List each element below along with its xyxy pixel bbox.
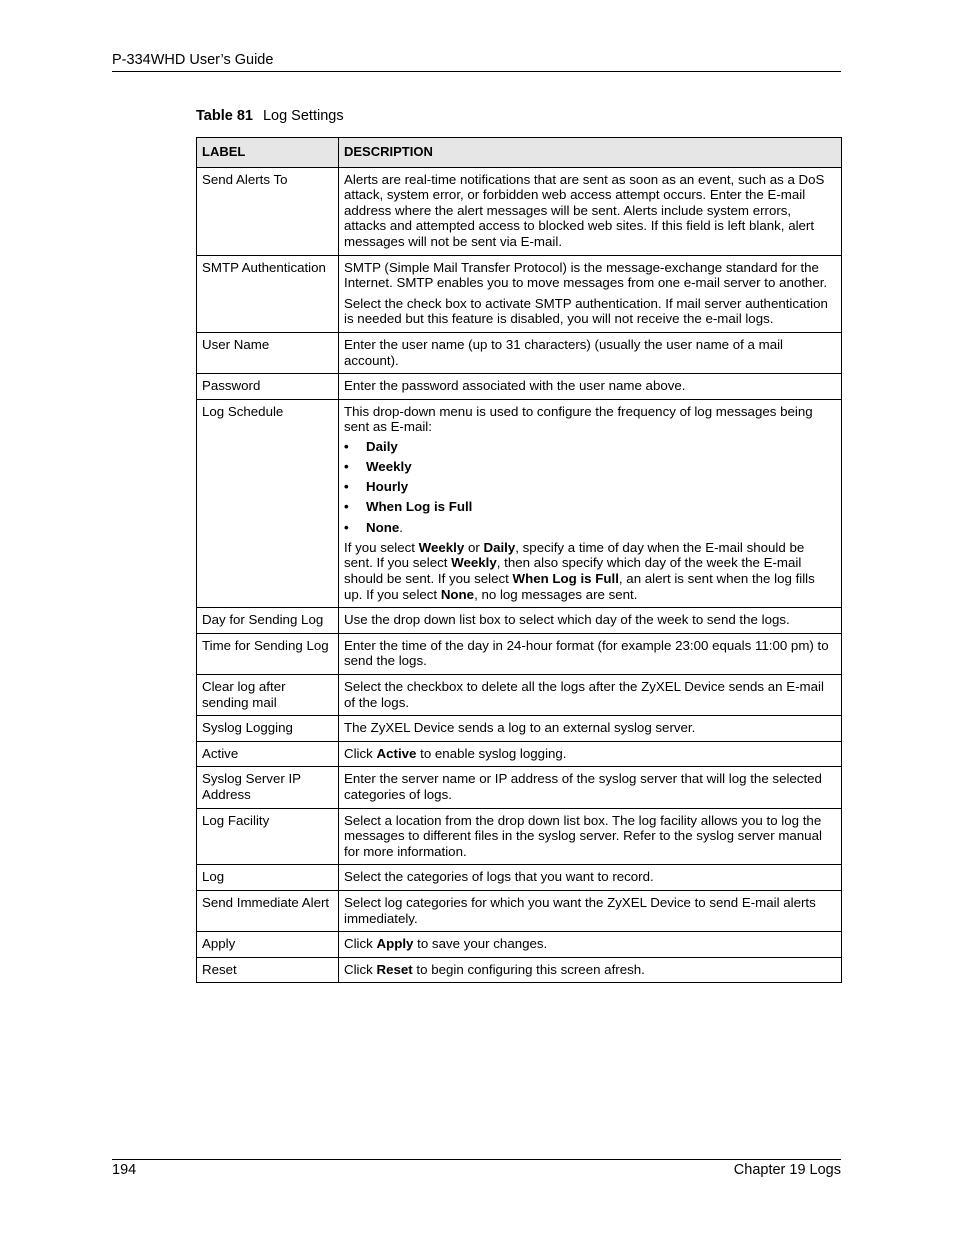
text-run: or [464, 539, 484, 555]
table-number: Table 81 [196, 108, 253, 124]
description-text [344, 746, 836, 762]
description-text: Enter the user name (up to 31 characters) (usually the user name of a mail account). [344, 336, 784, 368]
table-row [197, 890, 842, 931]
page-number: 194 [112, 1162, 137, 1178]
text-run: to enable syslog logging. [416, 745, 567, 761]
column-header-label: LABEL [197, 138, 339, 168]
option-text: None [366, 519, 400, 535]
row-description [339, 374, 842, 400]
text-run: , no log messages are sent. [474, 586, 638, 602]
option-text: Weekly [366, 459, 412, 475]
running-header-title: P-334WHD User’s Guide [112, 52, 274, 68]
description-text: This drop-down menu is used to configure the frequency of log messages being sent as E-mail: [344, 403, 813, 435]
bold-term: Weekly [451, 555, 497, 571]
text-run: , an alert is sent when the log fills up. If you select [344, 571, 815, 602]
bold-term: Reset [376, 961, 413, 977]
description-text [344, 962, 836, 978]
row-description [339, 167, 842, 255]
row-label: Send Immediate Alert [197, 890, 339, 931]
bullet: • [344, 519, 349, 535]
table-row [197, 932, 842, 958]
table-row [197, 399, 842, 608]
option-text: Hourly [366, 479, 409, 495]
table-row [197, 608, 842, 634]
row-description [339, 890, 842, 931]
text-run: , then also specify which day of the week the E-mail should be sent. If you select [344, 555, 802, 587]
row-label: Syslog Logging [197, 716, 339, 742]
description-text: Select the categories of logs that you want to record. [344, 869, 654, 885]
row-label: Apply [197, 932, 339, 958]
table-header-row [197, 138, 842, 168]
log-settings-table [196, 137, 842, 983]
row-label: Day for Sending Log [197, 608, 339, 634]
row-description [339, 957, 842, 983]
chapter-title: Chapter 19 Logs [733, 1162, 841, 1178]
table-row [197, 957, 842, 983]
table-row [197, 741, 842, 767]
table-row [197, 332, 842, 373]
row-description [339, 633, 842, 674]
row-description [339, 332, 842, 373]
bold-term: None [440, 586, 475, 602]
row-label: Send Alerts To [197, 167, 339, 255]
text-run: to save your changes. [413, 936, 548, 952]
list-item [344, 499, 836, 515]
row-label: Log Schedule [197, 399, 339, 608]
description-text: Select a location from the drop down list box. The log facility allows you to log the messages to different files in the syslog server. Refer to the syslog server manual for more information. [344, 812, 822, 859]
text-run: to begin configuring this screen afresh. [412, 961, 645, 977]
bullet: • [344, 438, 349, 454]
bold-term: When Log is Full [512, 571, 619, 587]
bullet: • [344, 459, 349, 475]
row-label: Log Facility [197, 808, 339, 865]
table-row [197, 808, 842, 865]
row-description [339, 767, 842, 808]
description-text: Alerts are real-time notifications that are sent as soon as an event, such as a DoS attack, system error, or forbidden web access attempt occurs. Enter the E-mail address where the alert messages will be sent. Alerts include system errors, attacks and attempted access to blocked web sites. If this field is left blank, alert messages will not be sent via E-mail. [344, 171, 825, 249]
text-run: If you select [344, 539, 419, 555]
row-label: Clear log after sending mail [197, 675, 339, 716]
table-row [197, 716, 842, 742]
bold-term: Daily [483, 539, 516, 555]
row-description [339, 608, 842, 634]
schedule-options-list [344, 439, 836, 535]
description-text: Enter the server name or IP address of the syslog server that will log the selected categories of logs. [344, 771, 822, 802]
table-row [197, 767, 842, 808]
bullet: • [344, 499, 349, 515]
description-text: The ZyXEL Device sends a log to an external syslog server. [344, 720, 696, 736]
description-text: Enter the time of the day in 24-hour format (for example 23:00 equals 11:00 pm) to send the logs. [344, 637, 829, 669]
bold-term: Apply [376, 936, 414, 952]
table-row [197, 167, 842, 255]
text-run: Click [344, 936, 377, 952]
list-item [344, 459, 836, 475]
description-text: Enter the password associated with the user name above. [344, 378, 686, 394]
row-label: Log [197, 865, 339, 891]
row-description [339, 675, 842, 716]
column-header-description: DESCRIPTION [339, 138, 842, 168]
table-row [197, 374, 842, 400]
description-text: Select log categories for which you want the ZyXEL Device to send E-mail alerts immediately. [344, 894, 816, 926]
row-description [339, 932, 842, 958]
text-run: Click [344, 745, 377, 761]
description-text: Use the drop down list box to select which day of the week to send the logs. [344, 612, 790, 628]
table-title: Log Settings [262, 108, 344, 124]
row-label: Active [197, 741, 339, 767]
description-text: SMTP (Simple Mail Transfer Protocol) is the message-exchange standard for the Internet. SMTP enables you to move messages from one e-mail server to another. [344, 259, 828, 291]
list-item [344, 520, 836, 536]
description-text [344, 540, 836, 602]
row-description [339, 399, 842, 608]
header-divider [112, 71, 841, 72]
row-label: SMTP Authentication [197, 255, 339, 332]
bold-term: Active [376, 745, 417, 761]
table-caption [196, 108, 344, 124]
row-description [339, 255, 842, 332]
list-item [344, 479, 836, 495]
text-run: Click [344, 961, 377, 977]
text-run: , specify a time of day when the E-mail should be sent. If you select [344, 539, 805, 571]
row-label: Reset [197, 957, 339, 983]
row-label: Time for Sending Log [197, 633, 339, 674]
table-row [197, 865, 842, 891]
bullet: • [344, 479, 349, 495]
bold-term: Weekly [418, 539, 465, 555]
list-item [344, 439, 836, 455]
row-label: Syslog Server IP Address [197, 767, 339, 808]
table-row [197, 633, 842, 674]
description-text [344, 936, 836, 952]
row-description [339, 741, 842, 767]
table-row [197, 675, 842, 716]
option-text: Daily [366, 438, 398, 454]
row-label: Password [197, 374, 339, 400]
row-description [339, 716, 842, 742]
option-suffix: . [399, 519, 403, 535]
footer-divider [112, 1159, 841, 1160]
option-text: When Log is Full [366, 499, 473, 515]
description-text: Select the checkbox to delete all the logs after the ZyXEL Device sends an E-mail of the logs. [344, 679, 824, 710]
row-description [339, 808, 842, 865]
description-text: Select the check box to activate SMTP authentication. If mail server authentication is needed but this feature is disabled, you will not receive the e-mail logs. [344, 295, 828, 327]
table-row [197, 255, 842, 332]
row-label: User Name [197, 332, 339, 373]
row-description [339, 865, 842, 891]
